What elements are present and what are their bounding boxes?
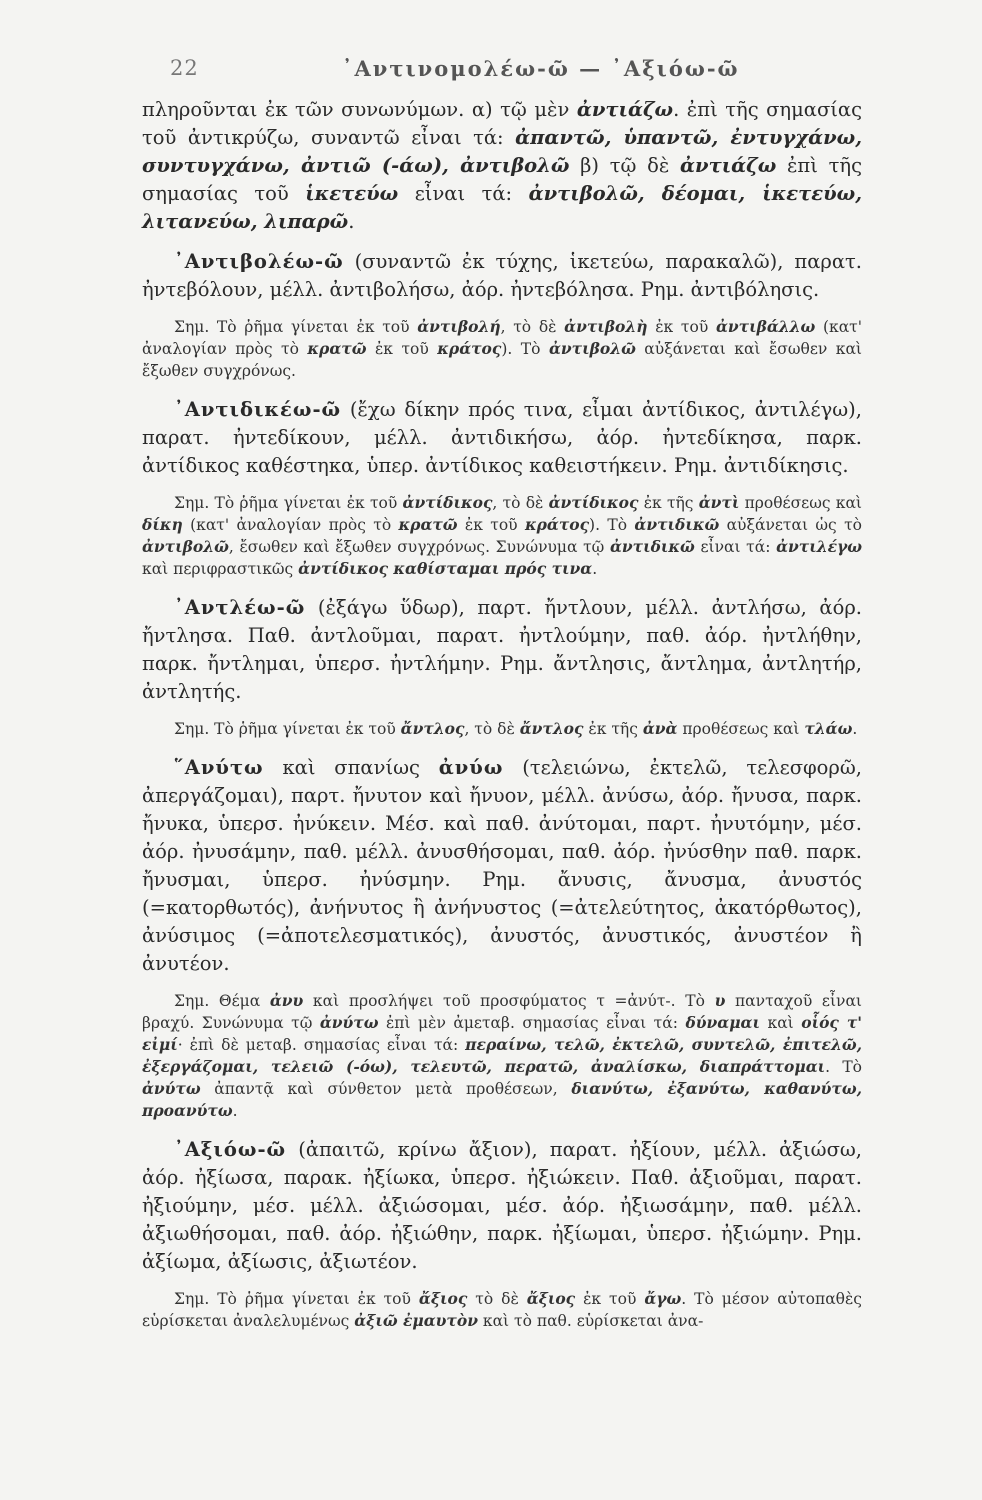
text-run: εἶναι τά: (694, 538, 777, 556)
emphasized-word: ἀντιβολὴ (564, 317, 648, 336)
text-run: · ἐπὶ δὲ μεταβ. σημασίας εἶναι τά: (177, 1036, 466, 1054)
emphasized-word: ἀντιλέγω (776, 537, 862, 556)
emphasized-word: ἀντιάζω (576, 98, 674, 121)
text-run: Σημ. Τὸ ῥῆμα γίνεται ἐκ τοῦ (174, 1290, 419, 1308)
text-run: , τὸ δὲ (464, 720, 520, 738)
emphasized-word: ἱκετεύω (305, 182, 399, 205)
dictionary-entry (142, 396, 862, 480)
emphasized-word: υ (714, 991, 726, 1010)
text-run: ἀπαντᾷ καὶ σύνθετον μετὰ προθέσεων, (200, 1080, 572, 1098)
emphasized-word: ἀντὶ (698, 493, 740, 512)
text-run: (ἐξάγω ὕδωρ), παρτ. ἤντλουν, μέλλ. ἀντλήσω, ἀόρ. ἤντλησα. Παθ. ἀντλοῦμαι, παρατ. ἠντλούμην, παθ. ἀόρ. ἠντλήθην, παρκ. ἤντλημαι, ὑπερσ. ἠντλήμην. Ρημ. ἄντλησις, ἄντλημα, ἀντλητήρ, ἀντλητής. (142, 596, 862, 703)
emphasized-word: ἀντιβάλλω (715, 317, 816, 336)
text-run: . (232, 1102, 238, 1120)
emphasized-word: ἀπαντῶ, ὑπαντῶ, ἐντυγχάνω, συντυγχάνω, ἀντιῶ (-άω), ἀντιβολῶ (142, 126, 862, 177)
emphasized-word: δίκη (142, 515, 183, 534)
text-run: , ἔσωθεν καὶ ἔξωθεν συγχρόνως. Συνώνυμα τῷ (228, 538, 610, 556)
dictionary-entry (142, 1136, 862, 1276)
text-run: Σημ. Τὸ ῥῆμα γίνεται ἐκ τοῦ (174, 720, 401, 738)
dictionary-entry (142, 594, 862, 706)
text-run: Σημ. Θέμα (174, 992, 270, 1010)
text-run: ἐκ τοῦ (457, 516, 525, 534)
text-run: πανταχοῦ εἶναι βραχύ. Συνώνυμα τῷ (142, 992, 862, 1032)
emphasized-word: ἄγω (644, 1289, 682, 1308)
emphasized-word: ἀνυ (269, 991, 304, 1010)
emphasized-word: οἷός τ' εἰμί (142, 1013, 863, 1054)
text-run: , τὸ δὲ (500, 318, 565, 336)
text-run: (τελειώνω, ἐκτελῶ, τελεσφορῶ, ἀπεργάζομαι), παρτ. ἤνυτον καὶ ἤνυον, μέλλ. ἀνύσω, ἀόρ. ἤνυσα, παρκ. ἤνυκα, ὑπερσ. ἠνύκειν. Μέσ. καὶ παθ. ἀνύτομαι, παρτ. ἠνυτόμην, μέσ. ἀόρ. ἠνυσάμην, παθ. μέλλ. ἀνυσθήσομαι, παθ. ἀόρ. ἠνύσθην παθ. παρκ. ἤνυσμαι, ὑπερσ. ἠνύσμην. Ρημ. ἄνυσις, ἄνυσμα, ἀνυστός (=κατορθωτός), ἀνήνυτος ἢ ἀνήνυστος (=ἀτελεύτητος, ἀκατόρθωτος), ἀνύσιμος (=ἀποτελεσματικός), ἀνυστός, ἀνυστικός, ἀνυστέον ἢ ἀνυτέον. (142, 756, 862, 975)
emphasized-word: κρατῶ (398, 515, 458, 534)
emphasized-word: ἀντίδικος (402, 493, 493, 512)
emphasized-word: ἀντιάζω (680, 154, 777, 177)
text-run: καὶ προσλήψει τοῦ προσφύματος τ =ἀνύτ-. Τὸ (303, 992, 715, 1010)
text-run: ἐκ τοῦ (575, 1290, 645, 1308)
text-run: καὶ τὸ παθ. εὑρίσκεται ἀνα- (477, 1312, 704, 1330)
running-title: ᾿Αντινομολέω-ῶ — ᾿Αξιόω-ῶ (342, 56, 740, 81)
headword: ᾿Αξιόω-ῶ (174, 1138, 287, 1161)
text-run: . Τὸ (825, 1058, 862, 1076)
headword: ἀνύω (438, 756, 504, 779)
text-run: ἐκ τῆς (583, 720, 643, 738)
dictionary-entry (142, 248, 862, 304)
dictionary-note (142, 990, 862, 1122)
emphasized-word: ἄξιος (526, 1289, 576, 1308)
text-run: ἐκ τῆς (638, 494, 699, 512)
text-run: ). Τὸ (501, 340, 549, 358)
text-run: καὶ σπανίως (263, 756, 439, 779)
emphasized-word: ἄντλος (400, 719, 465, 738)
text-run: (συναντῶ ἐκ τύχης, ἱκετεύω, παρακαλῶ), παρατ. ἠντεβόλουν, μέλλ. ἀντιβολήσω, ἀόρ. ἠντεβόλησα. Ρημ. ἀντιβόλησις. (142, 250, 862, 301)
emphasized-word: τλάω (804, 719, 853, 738)
text-run: (ἀπαιτῶ, κρίνω ἄξιον), παρατ. ἠξίουν, μέλλ. ἀξιώσω, ἀόρ. ἠξίωσα, παρακ. ἠξίωκα, ὑπερσ. ἠξιώκειν. Παθ. ἀξιοῦμαι, παρατ. ἠξιούμην, μέσ. μέλλ. ἀξιώσομαι, μέσ. ἀόρ. ἠξιωσάμην, παθ. μέλλ. ἀξιωθήσομαι, παθ. ἀόρ. ἠξιώθην, παρκ. ἠξίωμαι, ὑπερσ. ἠξιώμην. Ρημ. ἀξίωμα, ἀξίωσις, ἀξιωτέον. (142, 1138, 862, 1273)
text-run: αὐξάνεται ὡς τὸ (719, 516, 862, 534)
emphasized-word: ἀντιβολῶ (548, 339, 636, 358)
text-run: ἐκ τοῦ (647, 318, 716, 336)
text-run: Σημ. Τὸ ῥῆμα γίνεται ἐκ τοῦ (174, 318, 418, 336)
text-run: ἐπὶ τῆς σημασίας τοῦ (142, 154, 862, 205)
emphasized-word: ἀντιδικῶ (609, 537, 695, 556)
text-run: . ἐπὶ τῆς σημασίας τοῦ ἀντικρύζω, συναντῶ εἶναι τά: (142, 98, 863, 149)
text-run: αὐξάνεται καὶ ἔσωθεν καὶ ἔξωθεν συγχρόνως. (142, 340, 863, 380)
headword: ῞Ανύτω (174, 756, 264, 779)
emphasized-word: κράτος (524, 515, 590, 534)
emphasized-word: ἀντίδικος (548, 493, 639, 512)
dictionary-note (142, 492, 862, 580)
dictionary-note (142, 316, 862, 382)
text-run: (κατ' ἀναλογίαν πρὸς τὸ (182, 516, 399, 534)
text-run: β) τῷ δὲ (569, 154, 681, 177)
emphasized-word: ἀντιβολῶ, δέομαι, ἱκετεύω, λιτανεύω, λιπαρῶ (142, 182, 862, 233)
emphasized-word: ἄντλος (519, 719, 584, 738)
emphasized-word: ἄξιος (418, 1289, 468, 1308)
emphasized-word: κρατῶ (307, 339, 367, 358)
text-run: προθέσεως καὶ (739, 494, 862, 512)
dictionary-note (142, 1288, 862, 1332)
emphasized-word: περαίνω, τελῶ, ἐκτελῶ, συντελῶ, ἐπιτελῶ, ἐξεργάζομαι, τελειῶ (-όω), τελευτῶ, περατῶ, ἀναλίσκω, διαπράττομαι (142, 1035, 862, 1076)
emphasized-word: ἀντιβολή (417, 317, 501, 336)
dictionary-entry (142, 96, 862, 236)
text-run: . (852, 720, 858, 738)
text-run: καὶ (760, 1014, 802, 1032)
page-number: 22 (170, 56, 199, 80)
text-run: (κατ' ἀναλογίαν πρὸς τὸ (142, 318, 863, 358)
text-run: Σημ. Τὸ ῥῆμα γίνεται ἐκ τοῦ (174, 494, 403, 512)
emphasized-word: δύναμαι (685, 1013, 760, 1032)
headword: ᾿Αντλέω-ῶ (174, 596, 306, 619)
emphasized-word: ἀντιδικῶ (634, 515, 720, 534)
text-run: καὶ περιφραστικῶς (142, 560, 299, 578)
emphasized-word: ἀνύτω (142, 1079, 201, 1098)
text-run: (ἔχω δίκην πρός τινα, εἶμαι ἀντίδικος, ἀντιλέγω), παρατ. ἠντεδίκουν, μέλλ. ἀντιδικήσω, ἀόρ. ἠντεδίκησα, παρκ. ἀντίδικος καθέστηκα, ὑπερ. ἀντίδικος καθειστήκειν. Ρημ. ἀντιδίκησις. (142, 398, 862, 477)
text-run: ἐκ τοῦ (366, 340, 438, 358)
emphasized-word: ἀντιβολῶ (142, 537, 229, 556)
emphasized-word: ἀντίδικος καθίσταμαι πρός τινα (298, 559, 593, 578)
text-run: προθέσεως καὶ (677, 720, 805, 738)
text-run: . Τὸ μέσον αὐτοπαθὲς εὑρίσκεται ἀναλελυμένως (142, 1290, 862, 1330)
page-header (142, 52, 862, 96)
emphasized-word: ἀξιῶ ἐμαυτὸν (354, 1311, 478, 1330)
emphasized-word: ἀνύτω (319, 1013, 379, 1032)
dictionary-note (142, 718, 862, 740)
text-run: ). Τὸ (589, 516, 635, 534)
emphasized-word: ἀνὰ (642, 719, 678, 738)
page-body (142, 96, 862, 1332)
text-run: ἐπὶ μὲν ἀμεταβ. σημασίας εἶναι τά: (378, 1014, 686, 1032)
headword: ᾿Αντιβολέω-ῶ (174, 250, 344, 273)
text-run: , τὸ δὲ (492, 494, 549, 512)
text-run: . (348, 210, 355, 233)
text-run: εἶναι τά: (398, 182, 529, 205)
text-run: τὸ δὲ (467, 1290, 527, 1308)
headword: ᾿Αντιδικέω-ῶ (174, 398, 342, 421)
text-run: πληροῦνται ἐκ τῶν συνωνύμων. α) τῷ μὲν (142, 98, 577, 121)
emphasized-word: κράτος (437, 339, 502, 358)
dictionary-entry (142, 754, 862, 978)
emphasized-word: διανύτω, ἐξανύτω, καθανύτω, προανύτω (142, 1079, 862, 1120)
text-run: . (592, 560, 598, 578)
